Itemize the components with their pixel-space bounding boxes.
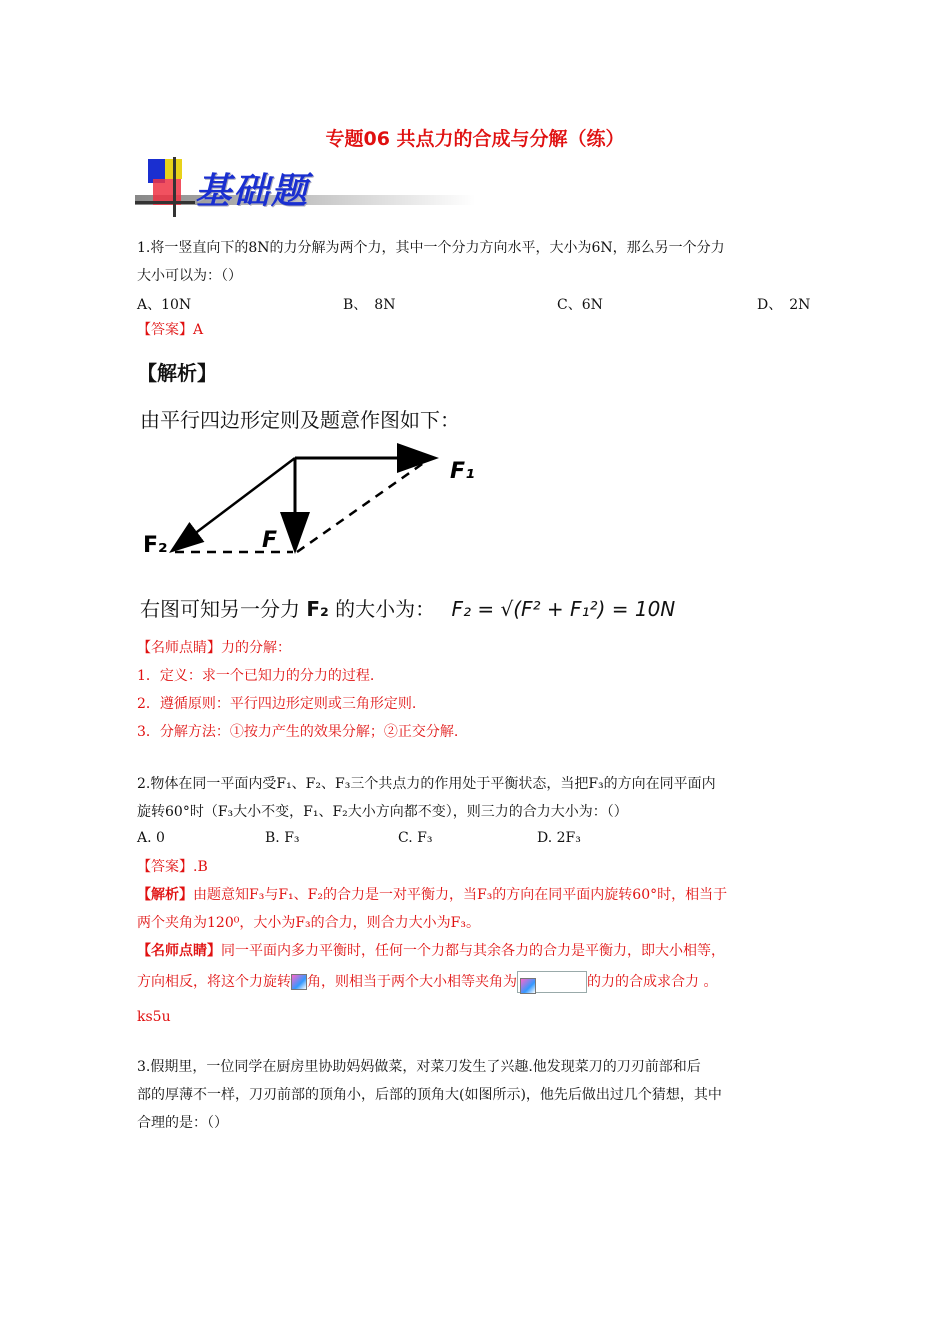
dash-diagonal xyxy=(297,462,425,552)
q1-stem-line1: 1.将一竖直向下的8N的力分解为两个力，其中一个分力方向水平，大小为6N，那么另一个分力 xyxy=(137,240,725,256)
q2-analysis-label: 【解析】 xyxy=(137,887,193,903)
q2-option-d: D. 2F₃ xyxy=(537,830,581,846)
q1-tip-title: 力的分解： xyxy=(221,640,291,656)
broken-image-icon xyxy=(291,974,307,990)
force-diagram-svg xyxy=(135,440,495,570)
q1-tip-item-2: 2．遵循原则：平行四边形定则或三角形定则. xyxy=(137,696,417,712)
q1-analysis-line: 由平行四边形定则及题意作图如下： xyxy=(140,408,460,432)
q2-tip-line2 xyxy=(137,968,817,996)
q1-answer-value: A xyxy=(193,322,204,338)
q2-tip-text2c: 的力的合成求合力 。 xyxy=(587,974,718,990)
q2-analysis-line2: 两个夹角为120⁰，大小为F₃的合力，则合力大小为F₃。 xyxy=(137,915,480,931)
section-banner xyxy=(135,157,475,219)
q1-tip-label: 【名师点睛】 xyxy=(137,640,221,656)
q1-stem-line2: 大小可以为：（） xyxy=(137,268,242,284)
q2-tip-text2a: 方向相反，将这个力旋转 xyxy=(137,974,291,990)
q3-stem-line1: 3.假期里，一位同学在厨房里协助妈妈做菜，对菜刀发生了兴趣.他发现菜刀的刀刃前部和后 xyxy=(137,1059,701,1075)
q2-answer xyxy=(137,853,208,881)
q1-result-suffix: 的大小为： xyxy=(335,597,436,621)
label-f2: F₂ xyxy=(143,533,168,558)
force-diagram xyxy=(135,440,495,570)
banner-text: 基础题 xyxy=(195,170,310,212)
page-title: 专题06 共点力的合成与分解（练） xyxy=(325,128,625,150)
label-f: F xyxy=(262,528,278,553)
broken-image-icon xyxy=(520,978,536,994)
q1-tip-header xyxy=(137,634,291,662)
q1-result-text: 右图可知另一分力 xyxy=(140,597,300,621)
q2-tip-label: 【名师点睛】 xyxy=(137,943,221,959)
q2-stem-line2: 旋转60°时（F₃大小不变，F₁、F₂大小方向都不变），则三力的合力大小为：（） xyxy=(137,804,628,820)
q1-answer xyxy=(137,316,203,344)
q1-tip-item-1: 1．定义：求一个已知力的分力的过程. xyxy=(137,668,375,684)
q1-result-line xyxy=(140,593,675,622)
q2-answer-label: 【答案】 xyxy=(137,859,193,875)
q2-option-c: C. F₃ xyxy=(398,830,433,846)
q2-tip-text1: 同一平面内多力平衡时，任何一个力都与其余各力的合力是平衡力，即大小相等， xyxy=(221,943,725,959)
broken-image-placeholder xyxy=(517,971,587,993)
q3-stem-line3: 合理的是：（） xyxy=(137,1115,228,1131)
q2-stem-line1: 2.物体在同一平面内受F₁、F₂、F₃三个共点力的作用处于平衡状态，当把F₃的方向在同平面内 xyxy=(137,776,716,792)
q1-result-f2: F₂ xyxy=(306,597,329,621)
q1-analysis-label: 【解析】 xyxy=(137,361,217,385)
q2-option-b: B. F₃ xyxy=(265,830,300,846)
label-f1: F₁ xyxy=(450,459,475,484)
q2-tip-line1 xyxy=(137,937,817,965)
q1-option-b: B、 8N xyxy=(343,297,396,313)
q1-option-d: D、 2N xyxy=(757,297,811,313)
q2-answer-value: .B xyxy=(193,859,208,875)
q1-option-a: A、10N xyxy=(137,297,192,313)
q3-stem-line2: 部的厚薄不一样，刀刃前部的顶角小，后部的顶角大(如图所示)，他先后做出过几个猜想，其中 xyxy=(137,1087,722,1103)
q1-option-c: C、6N xyxy=(557,297,603,313)
q2-analysis-text1: 由题意知F₃与F₁、F₂的合力是一对平衡力，当F₃的方向在同平面内旋转60°时，相当于 xyxy=(193,887,728,903)
q2-analysis-line1 xyxy=(137,881,817,909)
q2-option-a: A. 0 xyxy=(137,830,165,846)
watermark-text: ks5u xyxy=(137,1009,171,1025)
q1-answer-label: 【答案】 xyxy=(137,322,193,338)
q2-tip-text2b: 角，则相当于两个大小相等夹角为 xyxy=(307,974,517,990)
q1-tip-item-3: 3．分解方法：①按力产生的效果分解；②正交分解. xyxy=(137,724,459,740)
q1-formula: F₂ = √(F² + F₁²) = 10N xyxy=(451,597,676,621)
